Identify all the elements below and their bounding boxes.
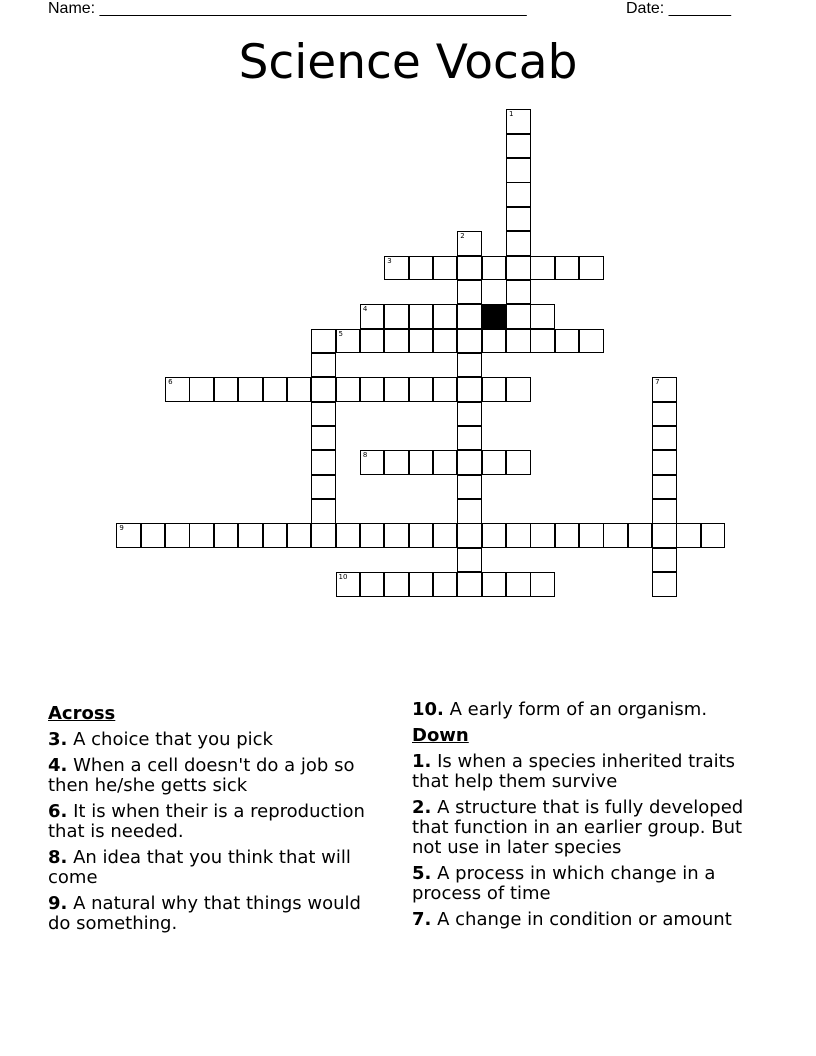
across-clue-4 (48, 756, 388, 796)
grid-cell[interactable] (409, 256, 434, 281)
clue-number-label: 9 (119, 524, 124, 533)
clue-number-label: 6 (168, 378, 173, 387)
grid-cell[interactable] (360, 523, 385, 548)
grid-cell[interactable] (579, 329, 604, 354)
grid-cell[interactable] (652, 450, 677, 475)
grid-cell[interactable] (603, 523, 628, 548)
down-heading: Down (412, 725, 469, 746)
grid-cell[interactable] (628, 523, 653, 548)
grid-cell[interactable] (506, 256, 531, 281)
grid-cell[interactable] (482, 572, 507, 597)
grid-cell[interactable] (506, 572, 531, 597)
down-clue-1 (412, 752, 772, 792)
clue-number: 9. (48, 893, 68, 914)
clue-text: It is when their is a reproduction that is needed. (48, 801, 365, 842)
grid-cell[interactable] (311, 353, 336, 378)
grid-cell[interactable] (506, 304, 531, 329)
grid-cell[interactable] (263, 377, 288, 402)
grid-cell[interactable] (652, 475, 677, 500)
grid-cell[interactable] (457, 353, 482, 378)
grid-cell[interactable] (482, 450, 507, 475)
grid-cell[interactable] (336, 572, 361, 597)
grid-cell[interactable] (409, 450, 434, 475)
grid-cell[interactable] (652, 499, 677, 524)
grid-cell[interactable] (214, 377, 239, 402)
grid-cell[interactable] (384, 523, 409, 548)
grid-cell[interactable] (409, 329, 434, 354)
clue-text: A process in which change in a process of time (412, 863, 716, 904)
clue-text: A early form of an organism. (449, 699, 708, 720)
clue-number-label: 10 (338, 573, 348, 582)
grid-cell[interactable] (287, 377, 312, 402)
grid-cell[interactable] (506, 134, 531, 159)
grid-cell[interactable] (579, 256, 604, 281)
grid-cell[interactable] (457, 231, 482, 256)
across-clue-3 (48, 730, 388, 750)
grid-cell[interactable] (384, 329, 409, 354)
clue-text: A choice that you pick (73, 729, 273, 750)
grid-cell[interactable] (165, 377, 190, 402)
grid-cell[interactable] (409, 377, 434, 402)
grid-cell[interactable] (433, 304, 458, 329)
grid-cell[interactable] (506, 109, 531, 134)
grid-cell[interactable] (360, 450, 385, 475)
grid-cell[interactable] (433, 377, 458, 402)
clues-left-column (48, 700, 388, 940)
grid-cell[interactable] (579, 523, 604, 548)
grid-cell[interactable] (506, 207, 531, 232)
across-clue-9 (48, 894, 388, 934)
grid-cell[interactable] (555, 256, 580, 281)
grid-cell[interactable] (311, 377, 336, 402)
across-clue-8 (48, 848, 388, 888)
grid-cell[interactable] (652, 402, 677, 427)
grid-cell[interactable] (555, 523, 580, 548)
grid-cell[interactable] (360, 329, 385, 354)
grid-cell[interactable] (482, 329, 507, 354)
grid-cell[interactable] (457, 304, 482, 329)
grid-cell[interactable] (384, 377, 409, 402)
clue-text: A natural why that things would do something. (48, 893, 361, 934)
grid-cell[interactable] (433, 523, 458, 548)
clue-number: 2. (412, 797, 432, 818)
grid-cell[interactable] (433, 256, 458, 281)
grid-cell[interactable] (336, 523, 361, 548)
grid-cell[interactable] (676, 523, 701, 548)
grid-cell[interactable] (360, 304, 385, 329)
clue-number-label: 8 (362, 451, 368, 460)
clue-text: When a cell doesn't do a job so then he/she getts sick (48, 755, 355, 796)
grid-cell[interactable] (433, 450, 458, 475)
down-clue-7 (412, 910, 772, 930)
clue-number: 8. (48, 847, 68, 868)
grid-cell[interactable] (457, 548, 482, 573)
clue-number-label: 5 (338, 329, 344, 338)
grid-cell[interactable] (384, 572, 409, 597)
grid-cell[interactable] (141, 523, 166, 548)
clue-text: A structure that is fully developed that function in an earlier group. But not use in later species (412, 797, 744, 858)
grid-cell[interactable] (506, 280, 531, 305)
grid-cell[interactable] (482, 256, 507, 281)
clue-number-label: 1 (509, 110, 514, 119)
clue-number-label: 2 (460, 232, 465, 241)
grid-cell[interactable] (506, 377, 531, 402)
clue-text: An idea that you think that will come (48, 847, 351, 888)
grid-cell[interactable] (384, 304, 409, 329)
grid-cell[interactable] (530, 523, 555, 548)
grid-cell[interactable] (530, 304, 555, 329)
grid-cell[interactable] (287, 523, 312, 548)
grid-cell[interactable] (457, 280, 482, 305)
clue-number: 1. (412, 751, 432, 772)
grid-cell[interactable] (311, 475, 336, 500)
grid-cell[interactable] (165, 523, 190, 548)
grid-cell[interactable] (360, 572, 385, 597)
grid-cell[interactable] (530, 256, 555, 281)
grid-cell[interactable] (701, 523, 726, 548)
clue-number: 10. (412, 699, 444, 720)
grid-cell[interactable] (530, 329, 555, 354)
grid-cell[interactable] (189, 523, 214, 548)
grid-cell[interactable] (433, 329, 458, 354)
grid-cell[interactable] (506, 450, 531, 475)
grid-cell[interactable] (336, 329, 361, 354)
grid-cell[interactable] (457, 329, 482, 354)
grid-cell[interactable] (457, 426, 482, 451)
grid-cell[interactable] (336, 377, 361, 402)
grid-cell[interactable] (214, 523, 239, 548)
grid-cell[interactable] (457, 377, 482, 402)
grid-cell[interactable] (457, 402, 482, 427)
across-clue-10 (412, 700, 772, 720)
grid-cell[interactable] (311, 450, 336, 475)
across-heading: Across (48, 703, 116, 724)
grid-cell[interactable] (311, 523, 336, 548)
clue-number: 6. (48, 801, 68, 822)
clue-text: A change in condition or amount (437, 909, 732, 930)
grid-cell[interactable] (311, 499, 336, 524)
date-field[interactable]: Date: _______ (626, 0, 731, 17)
clue-number-label: 7 (655, 378, 660, 387)
grid-cell[interactable] (506, 523, 531, 548)
grid-cell[interactable] (652, 426, 677, 451)
down-clue-5 (412, 864, 772, 904)
grid-cell[interactable] (506, 158, 531, 183)
grid-cell[interactable] (457, 523, 482, 548)
grid-black-cell (482, 304, 507, 329)
grid-cell[interactable] (189, 377, 214, 402)
grid-cell[interactable] (238, 523, 263, 548)
grid-cell[interactable] (384, 450, 409, 475)
grid-cell[interactable] (652, 523, 677, 548)
across-clue-6 (48, 802, 388, 842)
clue-number: 3. (48, 729, 68, 750)
grid-cell[interactable] (457, 450, 482, 475)
grid-cell[interactable] (311, 426, 336, 451)
page-title: Science Vocab (238, 35, 578, 90)
clues-right-column (412, 700, 772, 936)
grid-cell[interactable] (457, 499, 482, 524)
clue-number-label: 4 (362, 305, 368, 314)
grid-cell[interactable] (360, 377, 385, 402)
grid-cell[interactable] (652, 572, 677, 597)
clue-number: 4. (48, 755, 68, 776)
clue-number: 7. (412, 909, 432, 930)
grid-cell[interactable] (506, 182, 531, 207)
grid-cell[interactable] (457, 572, 482, 597)
grid-cell[interactable] (457, 475, 482, 500)
clue-text: Is when a species inherited traits that help them survive (412, 751, 736, 792)
grid-cell[interactable] (263, 523, 288, 548)
name-field[interactable]: Name: ________________________________________________ (48, 0, 527, 17)
grid-cell[interactable] (506, 231, 531, 256)
clue-number-label: 3 (387, 256, 392, 265)
grid-cell[interactable] (482, 523, 507, 548)
grid-cell[interactable] (116, 523, 141, 548)
grid-cell[interactable] (311, 402, 336, 427)
grid-cell[interactable] (409, 304, 434, 329)
grid-cell[interactable] (652, 377, 677, 402)
grid-cell[interactable] (457, 256, 482, 281)
grid-cell[interactable] (482, 377, 507, 402)
grid-cell[interactable] (409, 523, 434, 548)
grid-cell[interactable] (409, 572, 434, 597)
grid-cell[interactable] (506, 329, 531, 354)
down-clue-2 (412, 798, 772, 858)
clue-number: 5. (412, 863, 432, 884)
grid-cell[interactable] (238, 377, 263, 402)
grid-cell[interactable] (555, 329, 580, 354)
grid-cell[interactable] (433, 572, 458, 597)
grid-cell[interactable] (530, 572, 555, 597)
grid-cell[interactable] (311, 329, 336, 354)
grid-cell[interactable] (384, 256, 409, 281)
grid-cell[interactable] (652, 548, 677, 573)
